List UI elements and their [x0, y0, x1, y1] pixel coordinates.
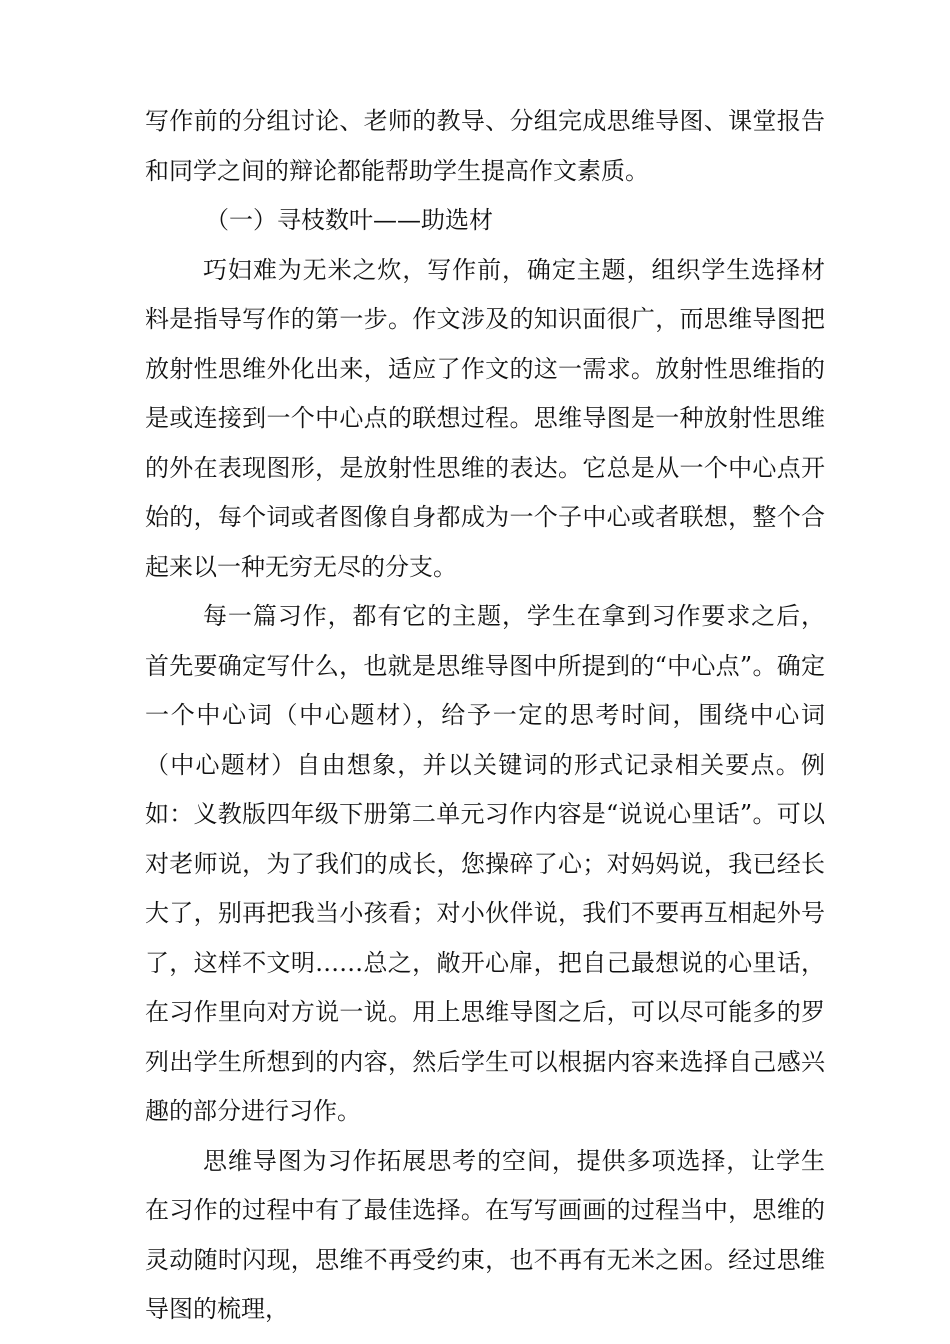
paragraph-continuation: 写作前的分组讨论、老师的教导、分组完成思维导图、课堂报告和同学之间的辩论都能帮助学生提高作文素质。: [145, 107, 825, 185]
paragraph-mind-map-benefits: 思维导图为习作拓展思考的空间，提供多项选择，让学生在习作的过程中有了最佳选择。在写写画画的过程当中，思维的灵动随时闪现，思维不再受约束，也不再有无米之困。经过思维导图的梳理，: [145, 1146, 825, 1323]
paragraph-central-topic: 每一篇习作，都有它的主题，学生在拿到习作要求之后，首先要确定写什么，也就是思维导图中所提到的“中心点”。确定一个中心词（中心题材），给予一定的思考时间，围绕中心词（中心题材）自由想象，并以关键词的形式记录相关要点。例如：义教版四年级下册第二单元习作内容是“说说心里话”。可以对老师说，为了我们的成长，您操碎了心；对妈妈说，我已经长大了，别再把我当小孩看；对小伙伴说，我们不要再互相起外号了，这样不文明……总之，敞开心扉，把自己最想说的心里话，在习作里向对方说一说。用上思维导图之后，可以尽可能多的罗列出学生所想到的内容，然后学生可以根据内容来选择自己感兴趣的部分进行习作。: [145, 602, 825, 1125]
section-heading: （一）寻枝数叶——助选材: [205, 206, 493, 234]
paragraph-material-selection: 巧妇难为无米之炊，写作前，确定主题，组织学生选择材料是指导写作的第一步。作文涉及的知识面很广，而思维导图把放射性思维外化出来，适应了作文的这一需求。放射性思维指的是或连接到一个中心点的联想过程。思维导图是一种放射性思维的外在表现图形，是放射性思维的表达。它总是从一个中心点开始的，每个词或者图像自身都成为一个子中心或者联想，整个合起来以一种无穷无尽的分支。: [145, 255, 825, 581]
document-body: [145, 97, 825, 1335]
